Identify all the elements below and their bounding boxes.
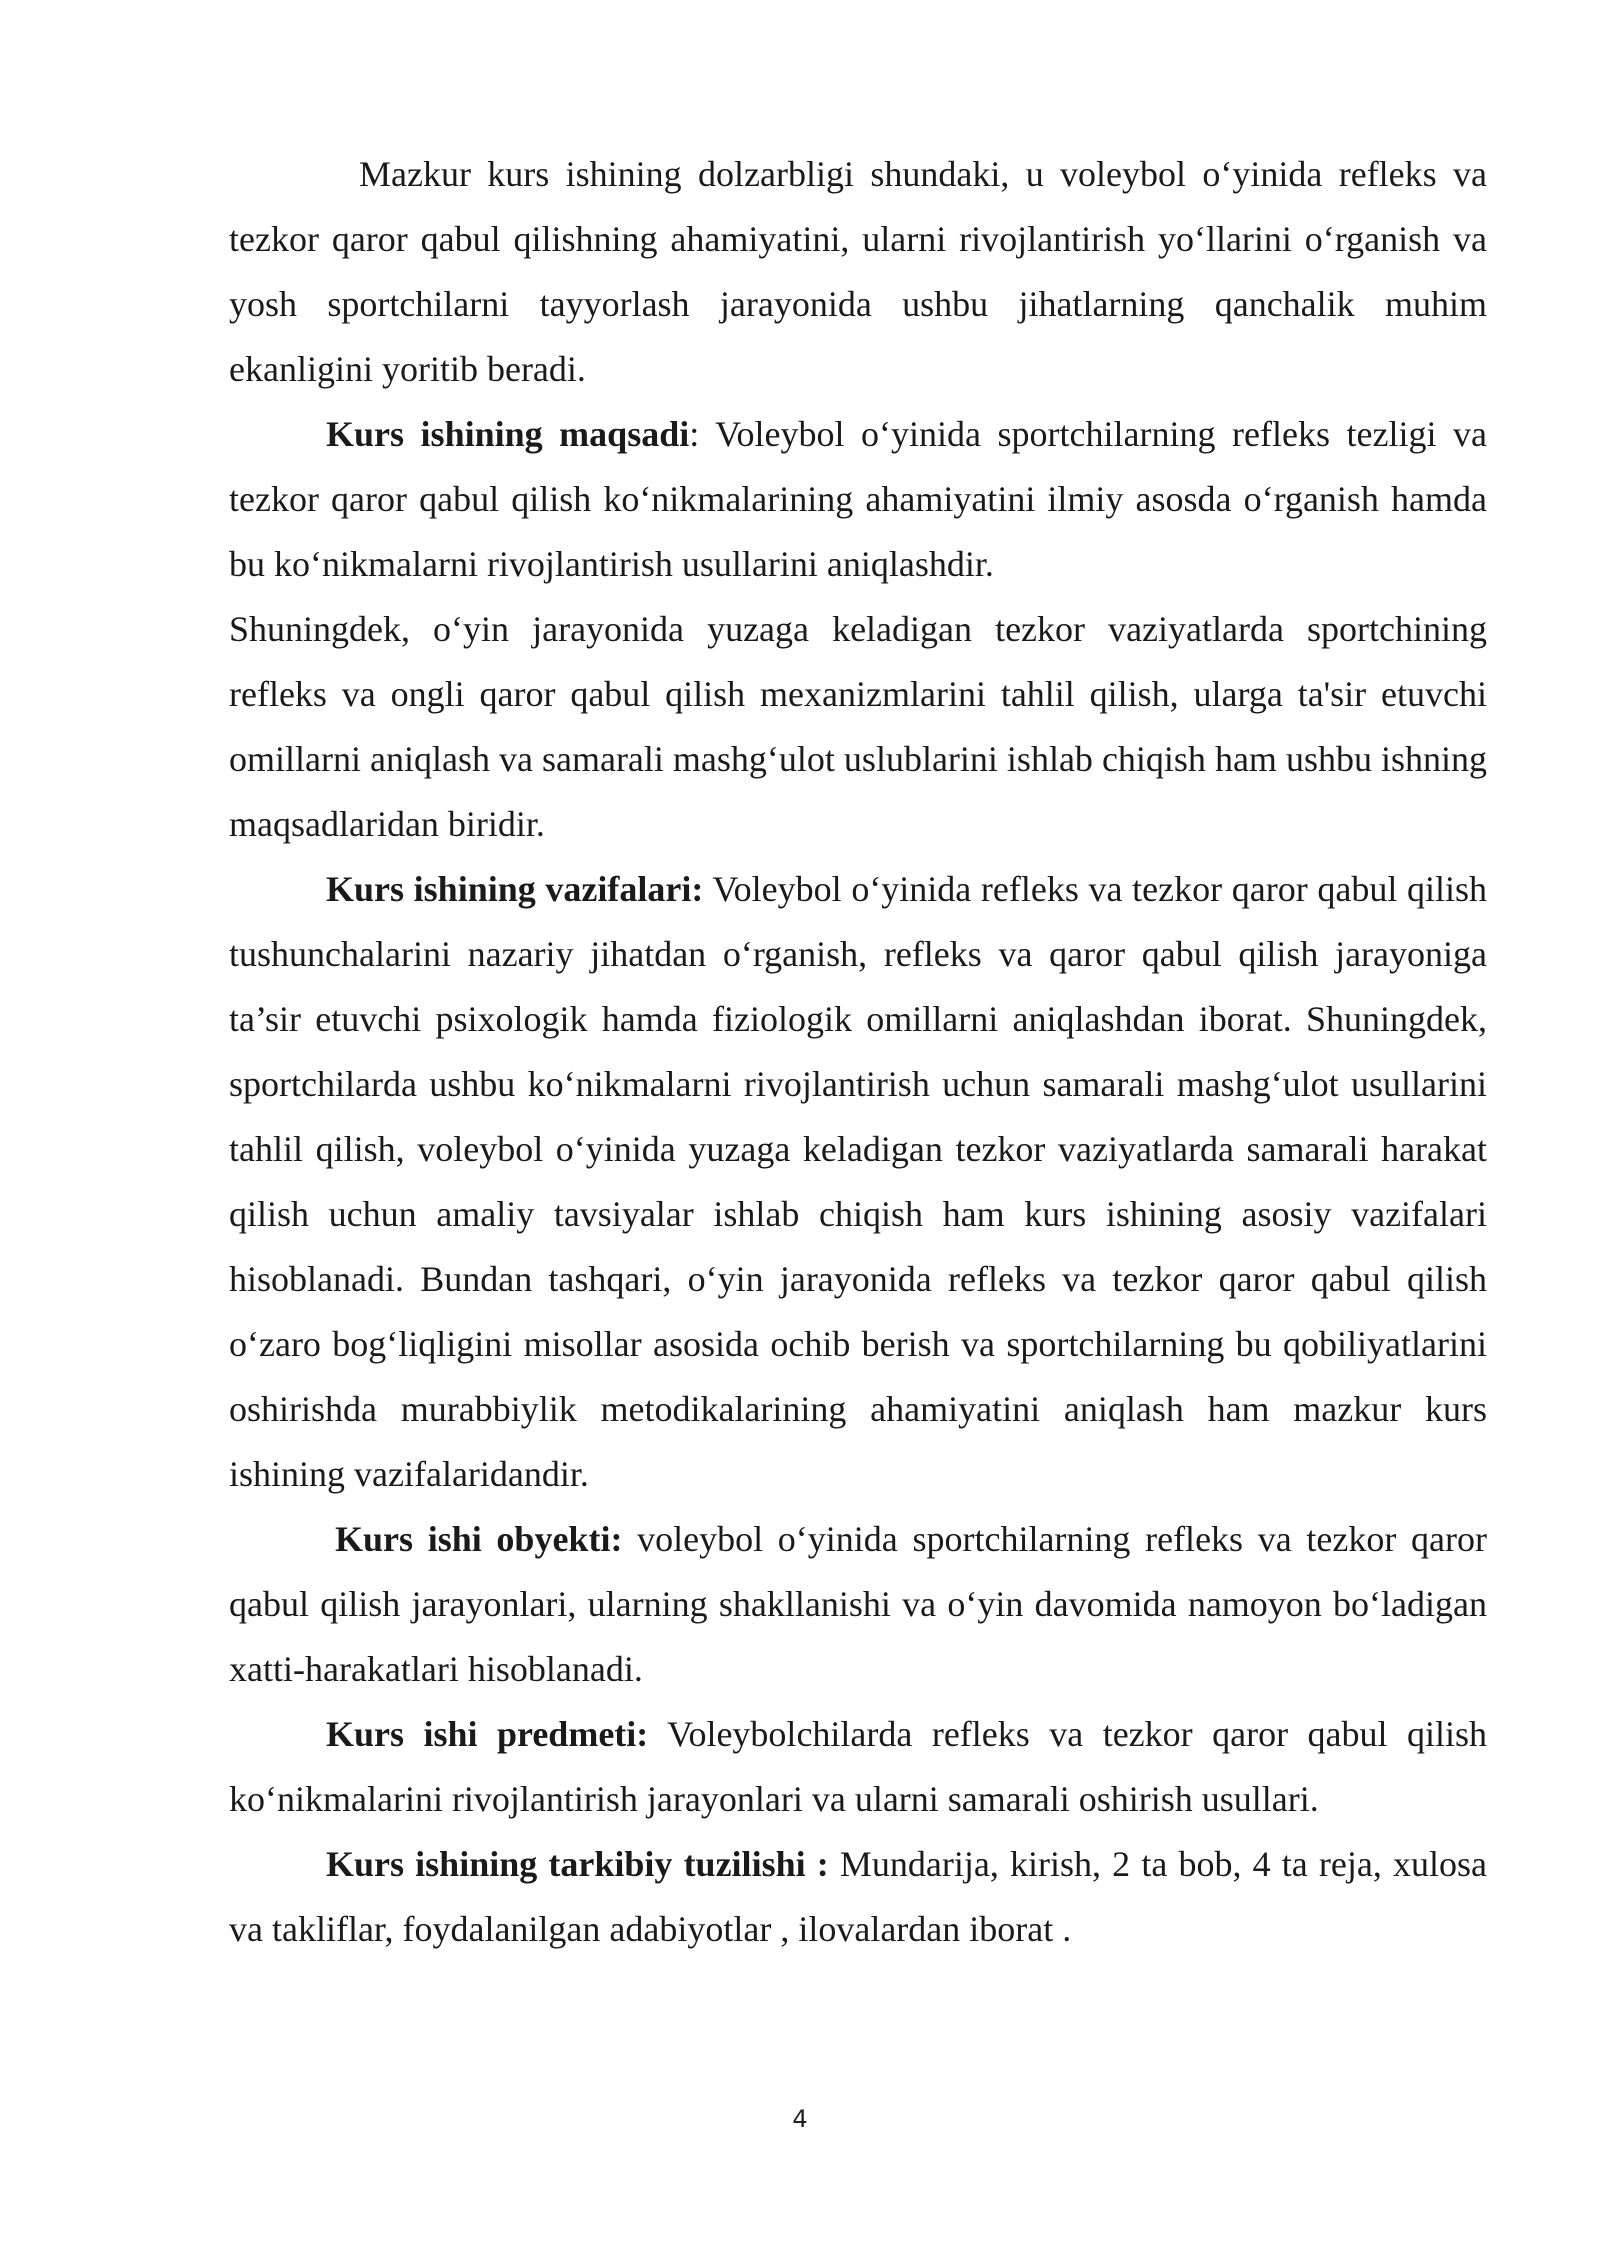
relevance-text: Mazkur kurs ishining dolzarbligi shundaki, u voleybol o‘yinida refleks va tezkor qaror qabul qilishning ahamiyatini, ularni rivojlantirish yo‘llarini o‘rganish va yosh sportchilarni tayyorlash jarayonida ushbu jihatlarning qanchalik muhim ekanligini yoritib beradi. [229, 154, 1487, 389]
paragraph-relevance [229, 142, 1487, 402]
page-number: 4 [792, 2105, 808, 2133]
tasks-label: Kurs ishining vazifalari: [326, 869, 704, 909]
object-label: Kurs ishi obyekti: [335, 1519, 623, 1559]
structure-label: Kurs ishining tarkibiy tuzilishi : [326, 1844, 829, 1884]
paragraph-object [229, 1507, 1487, 1702]
paragraph-structure [229, 1832, 1487, 1962]
goal-continued-text: Shuningdek, o‘yin jarayonida yuzaga keladigan tezkor vaziyatlarda sportchining refleks va ongli qaror qabul qilish mexanizmlarini tahlil qilish, ularga ta'sir etuvchi omillarni aniqlash va samarali mashg‘ulot uslublarini ishlab chiqish ham ushbu ishning maqsadlaridan biridir. [229, 609, 1487, 844]
paragraph-tasks [229, 857, 1487, 1507]
page-body [229, 142, 1487, 1962]
object-text: voleybol o‘yinida sportchilarning refleks va tezkor qaror qabul qilish jarayonlari, ularning shakllanishi va o‘yin davomida namoyon bo‘ladigan xatti-harakatlari hisoblanadi. [229, 1519, 1488, 1689]
tasks-text: Voleybol o‘yinida refleks va tezkor qaror qabul qilish tushunchalarini nazariy jihatdan o‘rganish, refleks va qaror qabul qilish jarayoniga ta’sir etuvchi psixologik hamda fiziologik omillarni aniqlashdan iborat. Shuningdek, sportchilarda ushbu ko‘nikmalarni rivojlantirish uchun samarali mashg‘ulot usullarini tahlil qilish, voleybol o‘yinida yuzaga keladigan tezkor vaziyatlarda samarali harakat qilish uchun amaliy tavsiyalar ishlab chiqish ham kurs ishining asosiy vazifalari hisoblanadi. Bundan tashqari, o‘yin jarayonida refleks va tezkor qaror qabul qilish o‘zaro bog‘liqligini misollar asosida ochib berish va sportchilarning bu qobiliyatlarini oshirishda murabbiylik metodikalarining ahamiyatini aniqlash ham mazkur kurs ishining vazifalaridandir. [229, 869, 1487, 1494]
subject-label: Kurs ishi predmeti: [326, 1714, 649, 1754]
subject-text: Voleybolchilarda refleks va tezkor qaror qabul qilish ko‘nikmalarini rivojlantirish jarayonlari va ularni samarali oshirish usullari. [229, 1714, 1487, 1819]
paragraph-goal [229, 402, 1487, 597]
paragraph-subject [229, 1702, 1487, 1832]
paragraph-goal-continued [229, 597, 1487, 857]
goal-label: Kurs ishining maqsadi [326, 414, 690, 454]
goal-text: : Voleybol o‘yinida sportchilarning refleks tezligi va tezkor qaror qabul qilish ko‘nikmalarining ahamiyatini ilmiy asosda o‘rganish hamda bu ko‘nikmalarni rivojlantirish usullarini aniqlashdir. [229, 414, 1487, 584]
structure-text: Mundarija, kirish, 2 ta bob, 4 ta reja, xulosa va takliflar, foydalanilgan adabiyotlar , ilovalardan iborat . [229, 1844, 1488, 1949]
